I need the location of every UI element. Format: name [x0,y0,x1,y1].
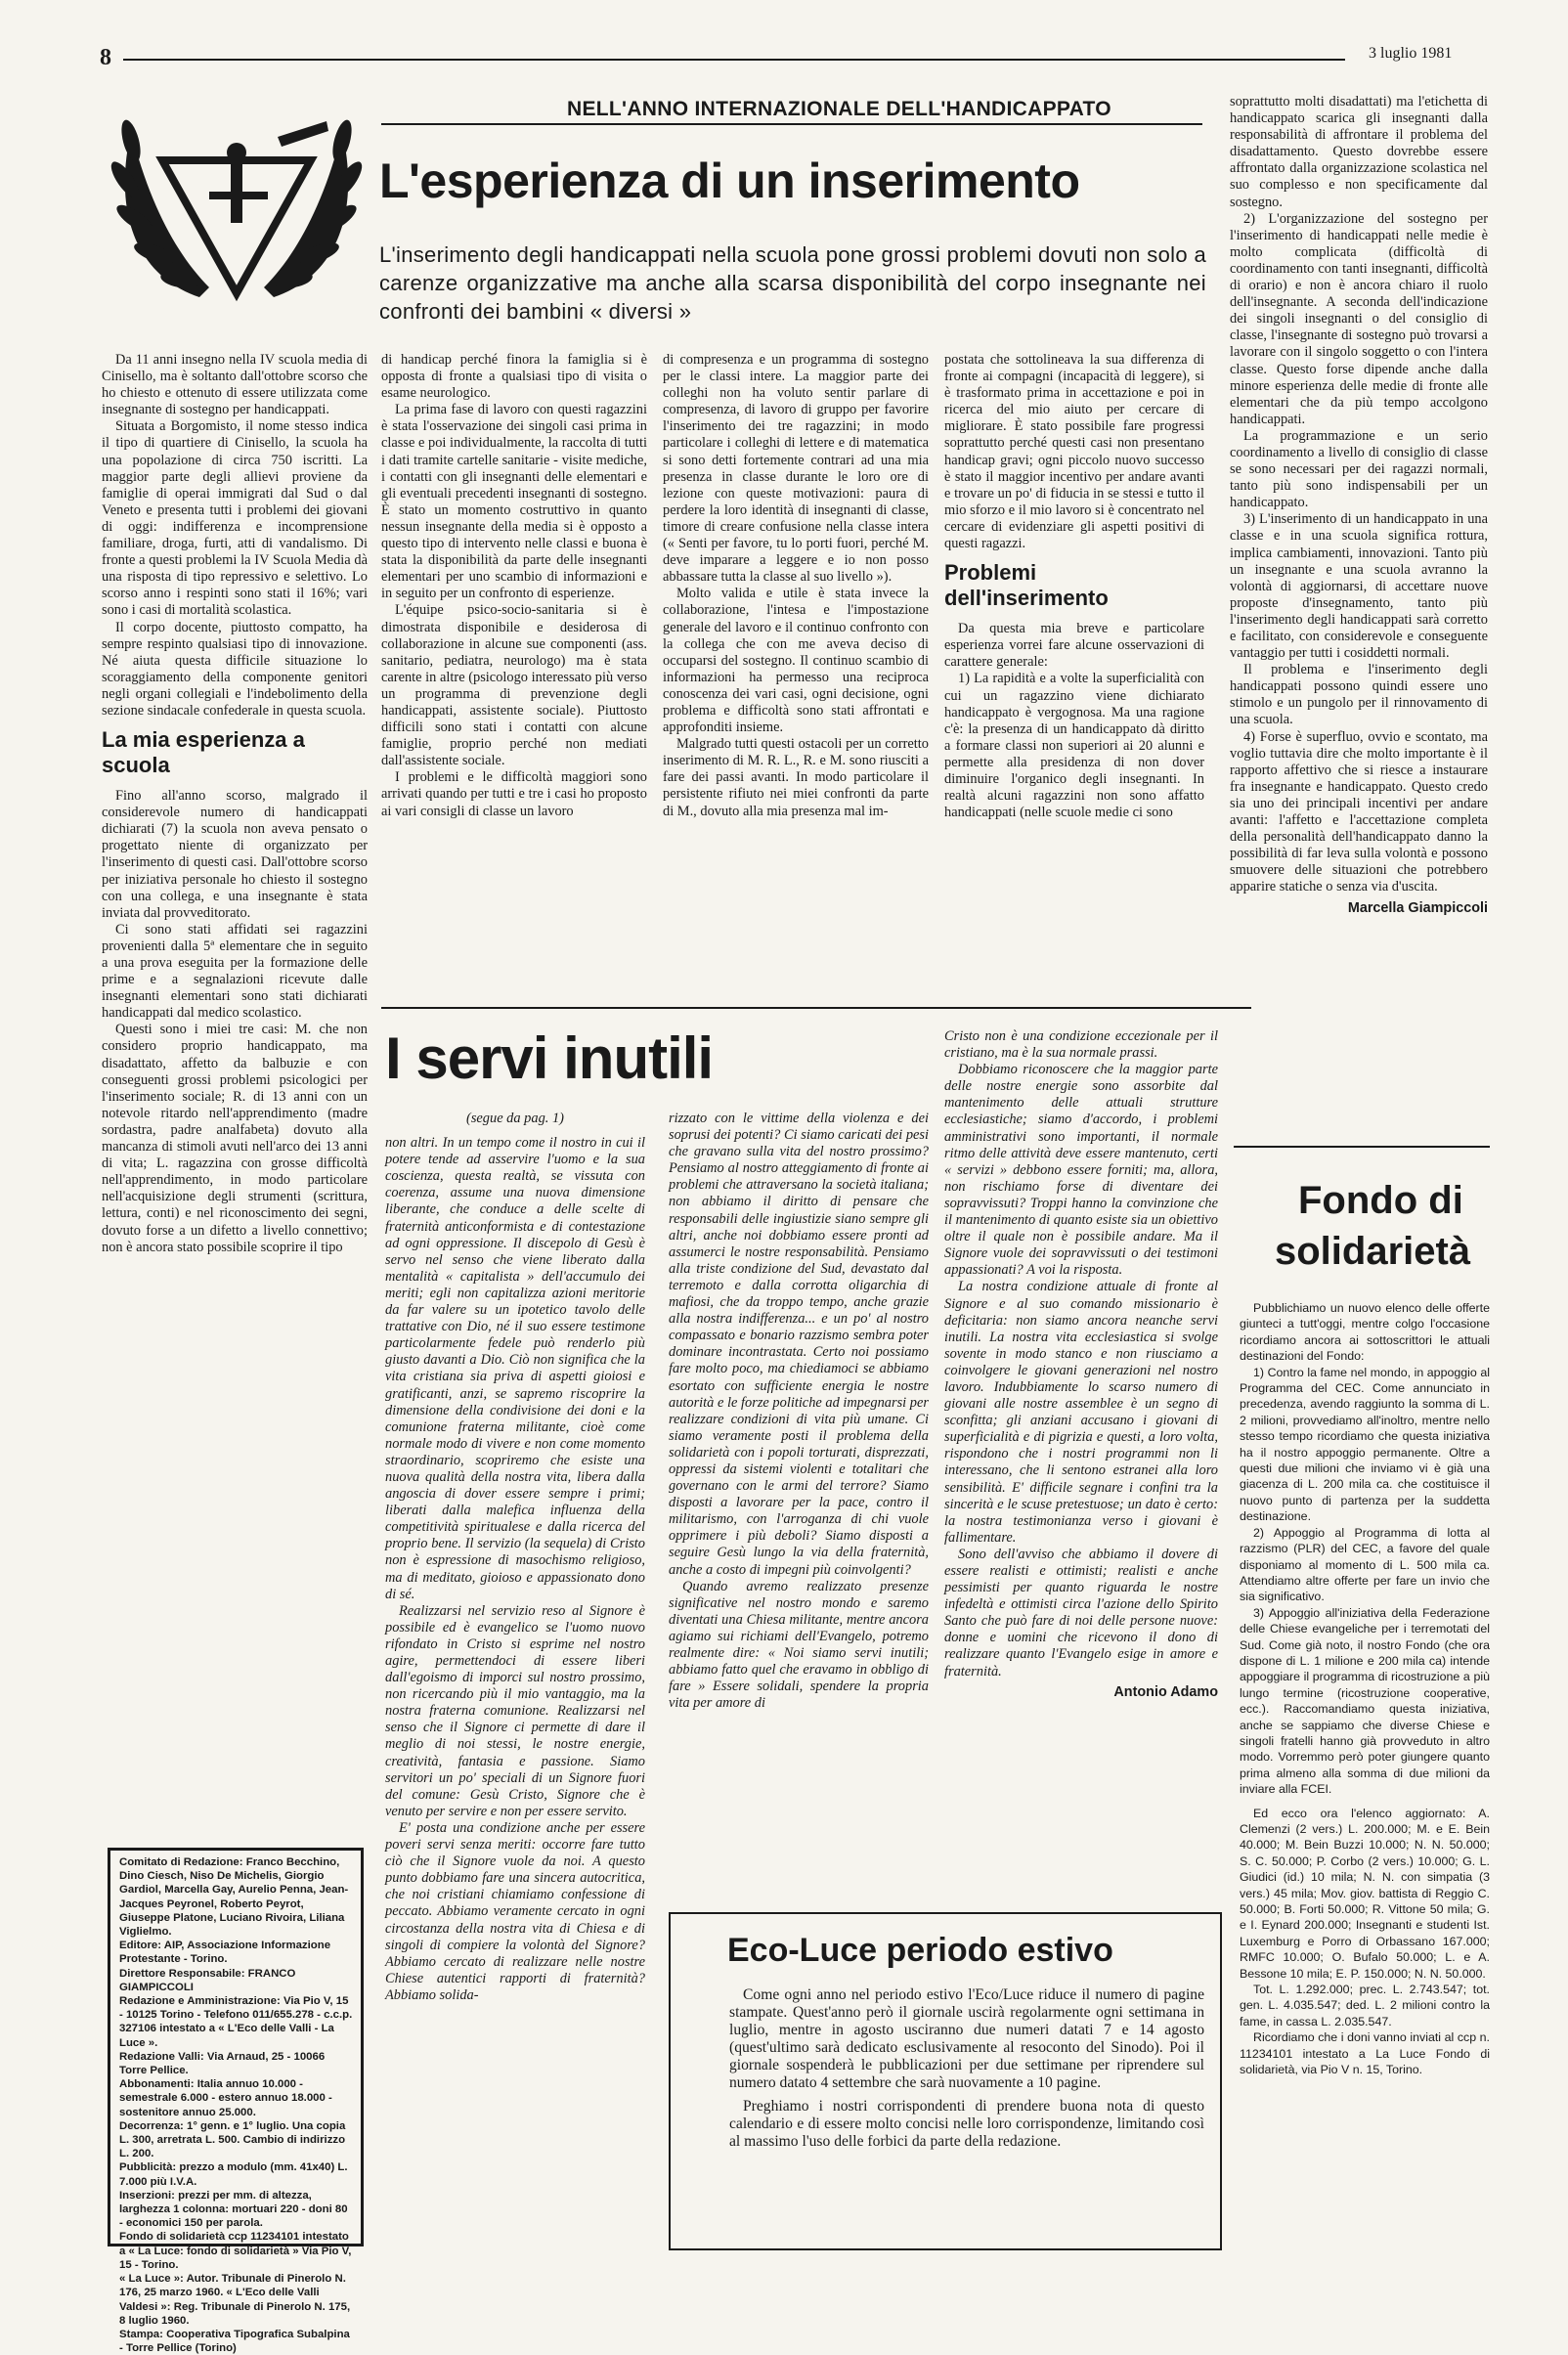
paragraph: non altri. In un tempo come il nostro in cui il potere tende ad asservire l'uomo e la sua coscienza, questa realtà, se vissuta con coerenza, assume una nuova dimensione liberante, che conduce a delle scelte di fraternità anticonformista e di contestazione ad ogni oppressione. Il discepolo di Gesù è servo nel senso che viene liberato dalla mentalità « capitalista » dell'accumulo dei meriti; egli non capitalizza azioni meritorie da far valere su un ipotetico tavolo delle trattative con Dio, né il suo essere testimone particolarmente fedele può renderlo più giusto davanti a Dio. Ciò non significa che la vita cristiana sia priva di aspetti gioiosi e gratificanti, anzi, se sapremo riscoprire la dimensione della condivisione dei doni e la comunione fraterna militante, cioè come normale modo di vivere e non come momento straordinario, scopriremo che esiste una nuova qualità della nostra vita, libera dalla angoscia di dover essere sempre i primi; liberati dalla malefica influenza della competitività spiritualese e dalla ricerca del proprio bene. Il servizio (la sequela) di Cristo non è espressione di masochismo religioso, ma di meditato, gioioso e appassionato dono di sé. [385,1135,645,1602]
paragraph: Il corpo docente, piuttosto compatto, ha sempre respinto qualsiasi tipo di innovazione. Né aiuta questa difficile situazione lo scoraggiamento della componente genitori negli organi collegiali e l'indebolimento della sezione sindacale confederale in questa scuola. [102,619,368,719]
article1-column-5 [1230,94,1488,1116]
paragraph: E' posta una condizione anche per essere poveri servi senza meriti: occorre fare tutto ciò che il Signore vuole da noi. A questo punto dobbiamo fare una sincera autocritica, che noi cristiani chiamiamo confessione di peccato. Abbiamo veramente cercato in ogni circostanza della nostra vita di Chiesa e di singoli di compiere la volontà del Signore? Abbiamo cercato di realizzare nelle nostre Chiese autentici rapporti di fraternità? Abbiamo solida- [385,1819,645,2003]
article2-column-1 [385,1111,645,2260]
paragraph: 1) La rapidità e a volte la superficialità con cui un ragazzino viene dichiarato handicappato è vergognosa. Ma una ragione c'è: la presenza di un handicappato dà diritto a formare classi non superiori ai 20 alunni e permette alla presidenza di non dover diminuire l'organico degli insegnanti. In realtà alcuni ragazzini non sono affatto handicappati (nelle scuole medie ci sono [944,671,1204,821]
paragraph: La programmazione e un serio coordinamento a livello di consiglio di classe se sono necessari per dei ragazzi normali, tanto più sono indispensabili per un handicappato. [1230,427,1488,511]
paragraph: Dobbiamo riconoscere che la maggior parte delle nostre energie sono assorbite dal mantenimento delle attuali strutture ecclesiastiche; siamo d'accordo, i problemi amministrativi sono importanti, il normale ritmo delle attività deve essere mantenuto, certi « servizi » debbono essere forniti; ma, allora, non rischiamo forse di diventare dei sopravvissuti? Troppi hanno la convinzione che il mantenimento di quanto esiste sia un obiettivo oltre il quale non è possibile andare. Ma il Signore vuole dei sopravvissuti o dei testimoni appassionati? A voi la risposta. [944,1062,1218,1279]
masthead-line: Direttore Responsabile: FRANCO GIAMPICCOLI [119,1967,296,1993]
subheading: La mia esperienza a scuola [102,727,305,778]
article1-column-1 [102,352,368,1838]
paragraph: di handicap perché finora la famiglia si è opposta di fronte a qualsiasi tipo di visita o esame neurologico. [381,352,647,402]
laurel-emblem-icon [102,102,371,315]
article2-column-2 [669,1111,929,1898]
masthead-line: Comitato di Redazione: Franco Becchino, Dino Ciesch, Niso De Michelis, Giorgio Gardiol, Marcella Gay, Aurelio Penna, Jean-Jacques Peyronel, Roberto Peyrot, Giuseppe Platone, Luciano Rivoira, Liliana Viglielmo. [119,1856,349,1939]
paragraph: Ed ecco ora l'elenco aggiornato: A. Clemenzi (2 vers.) L. 200.000; M. e E. Bein 40.000; M. Bein Buzzi 10.000; N. N. 50.000; S. C. 50.000; P. Corbo (2 vers.) 10.000; G. L. Giudici (id.) 10 mila; N. N. con simpatia (3 vers.) 45 mila; Mov. giov. battista di Reggio C. 50.000; B. Forti 50.000; R. Vittone 50 mila; G. e I. Eynard 200.000; Insegnanti e studenti Ist. Luxemburg e Porro di Orbassano 167.000; RMFC 10.000; O. Bufalo 50.000; L. e A. Bessone 10 mila; E. P. 150.000; N. N. 50.000. [1240,1806,1490,1981]
article4-body [1240,1300,1490,2248]
paragraph: soprattutto molti disadattati) ma l'etichetta di handicappato scarica gli insegnanti dalla responsabilità di affrontare il problema del disadattamento. Questo dovrebbe essere affrontato dalla organizzazione scolastica nel suo complesso e non specificamente dal sostegno. [1230,94,1488,210]
paragraph: 3) Appoggio all'iniziativa della Federazione delle Chiese evangeliche per i terremotati del Sud. Come già noto, il nostro Fondo (che ora dispone di L. 1 milione e 200 mila ca) intende appoggiare il programma di ricostruzione a più lungo termine (ricostruzione cooperative, ecc.). Raccomandiamo questa iniziativa, anche se sappiamo che diverse Chiese e singoli fratelli hanno già provveduto in altro modo. Vorremmo però poter giungere quanto prima almeno alla somma di due milioni da inviare alla FCEI. [1240,1605,1490,1797]
paragraph: rizzato con le vittime della violenza e dei soprusi dei potenti? Ci siamo caricati dei pesi che gravano sulla vita del nostro prossimo? Pensiamo al nostro atteggiamento di fronte ai problemi che attraversano la società italiana; non abbiamo il diritto di pensare che responsabili delle ingiustizie siano sempre gli altri, anche noi dobbiamo essere pronti ad assumerci le nostre responsabilità. Pensiamo alla triste condizione del Sud, devastato dal terremoto e dalla corrotta oligarchia di mafiosi, che da troppo tempo, anche grazie alla nostra indifferenza... e un po' al nostro compassato e bonario razzismo sembra poter dominare incontrastata. Certo noi possiamo fare molto poco, ma chiediamoci se abbiamo esortato con sufficiente energia le nostre autorità e le forze politiche ad impegnarsi per realizzare condizioni di vita più umane. Ci siamo veramente posti il problema della solidarietà con i popoli torturati, disprezzati, oppressi da sistemi violenti e totalitari che governano con le armi del terrore? Siamo disposti a lavorare per la pace, contro il militarismo, con l'arroganza di chi vuole opprimere i più deboli? Siamo disposti a seguire Gesù lungo la via della fraternità, anche a costo di impegni più coinvolgenti? [669,1111,929,1578]
paragraph: Il problema e l'inserimento degli handicappati possono quindi essere uno stimolo e un pungolo per il rinnovamento di una scuola. [1230,662,1488,728]
paragraph: I problemi e le difficoltà maggiori sono arrivati quando per tutti e tre i casi ho proposto ai vari consigli di classe un lavoro [381,769,647,819]
paragraph: Fino all'anno scorso, malgrado il considerevole numero di handicappati dichiarati (7) la scuola non aveva pensato o progettato niente di organizzato per l'inserimento di questi casi. Dall'ottobre scorso per iniziativa personale ho chiesto il sostegno con una collega, e una insegnante è stata inviata dal provveditorato. [102,788,368,921]
paragraph: La nostra condizione attuale di fronte al Signore e al suo comando missionario è deficitaria: non siamo ancora neanche servi inutili. La nostra vita ecclesiastica si svolge sovente in modo stanco e non riusciamo a coinvolgere le giovani generazioni nel nostro lavoro. Indubbiamente lo scarso numero di giovani alle nostre assemblee è un segno di sconfitta; gli anziani accusano i giovani di superficialità e di pigrizia e questi, a loro volta, rispondono che i nostri programmi non li interessano, che li sentono estranei alla loro sensibilità. E' difficile segnare i confini tra la sincerità e le scuse pretestuose; un dato è certo: la nostra testimonianza verso i giovani è fallimentare. [944,1279,1218,1546]
masthead-line: Stampa: Cooperativa Tipografica Subalpina - Torre Pellice (Torino) [119,2328,350,2355]
article-deck: L'inserimento degli handicappati nella scuola pone grossi problemi dovuti non solo a carenze organizzative ma anche alla scarsa disponibilità del corpo insegnante nei confronti dei bambini « diversi » [379,242,1206,324]
paragraph: Cristo non è una condizione eccezionale per il cristiano, ma è la sua normale prassi. [944,1028,1218,1062]
paragraph: Pubblichiamo un nuovo elenco delle offerte giunteci a tutt'oggi, mentre colgo l'occasione ricordiamo ancora ai sottoscrittori le attuali destinazioni del Fondo: [1240,1301,1490,1364]
section-rule [381,1007,1251,1009]
paragraph: Ricordiamo che i doni vanno inviati al ccp n. 11234101 intestato a La Luce Fondo di solidarietà, via Pio V n. 15, Torino. [1240,2030,1490,2077]
paragraph: Ci sono stati affidati sei ragazzini provenienti dalla 5ª elementare che in seguito a una prova eseguita per la formazione delle prime e a segnalazioni ricevute dalle insegnanti elementari sono stati dichiarati handicappati dal medico scolastico. [102,921,368,1022]
header-rule [123,59,1345,61]
kicker-rule [381,123,1202,125]
masthead-line: « La Luce »: Autor. Tribunale di Pinerolo N. 176, 25 marzo 1960. « L'Eco delle Valli Valdesi »: Reg. Tribunale di Pinerolo N. 175, 8 luglio 1960. [119,2273,351,2327]
paragraph: Questi sono i miei tre casi: M. che non considero proprio handicappato, ma disadattato, affetto da balbuzie e con conseguenti grossi problemi psicologici per l'inserimento sociale; R. di 13 anni con un notevole ritardo nell'apprendimento (madre sordastra, padre analfabeta) dovuto alla mancanza di stimoli avuti nell'arco dei 13 anni di vita; L. ragazzina con grosse difficoltà nell'apprendimento, in modo particolare nell'acquisizione degli strumenti (scrittura, lettura, conti) e nel riconoscimento dei segni, dovuto forse a un difetto a livello connettivo; non è ancora stato possibile scoprire il tipo [102,1022,368,1255]
paragraph: 2) Appoggio al Programma di lotta al razzismo (PLR) del CEC, a favore del quale disponiamo al momento di L. 500 mila ca. Attendiamo altre offerte per fare un invio che sia significativo. [1240,1525,1490,1604]
article1-signature: Marcella Giampiccoli [1347,899,1488,916]
masthead-line: Redazione Valli: Via Arnaud, 25 - 10066 Torre Pellice. [119,2050,326,2077]
masthead-line: Abbonamenti: Italia annuo 10.000 - semestrale 6.000 - estero annuo 18.000 - sostenitore annuo 25.000. [119,2078,332,2118]
paragraph: 2) L'organizzazione del sostegno per l'inserimento di handicappati nelle medie è molto complicata (difficoltà di coordinamento con tanti insegnanti, difficoltà di orario) e non è ancora chiaro il ruolo dell'insegnante. A seconda dell'indicazione dei singoli insegnanti o del consiglio di classe, l'insegnante di sostegno può trovarsi a lavorare con il singolo soggetto o con l'intera classe. Questo forse dipende anche dalla minore esperienza delle medie di fronte alle elementari che da più tempo accolgono handicappati. [1230,210,1488,427]
article2-signature: Antonio Adamo [1113,1683,1218,1700]
article-kicker: NELL'ANNO INTERNAZIONALE DELL'HANDICAPPATO [567,98,1111,120]
masthead-line: Fondo di solidarietà ccp 11234101 intestato a « La Luce: fondo di solidarietà » Via Pio V, 15 - Torino. [119,2231,352,2271]
article1-column-4 [944,352,1204,985]
paragraph: La prima fase di lavoro con questi ragazzini è stata l'osservazione dei singoli casi prima in classe e poi individualmente, la raccolta di tutti i dati tramite cartelle sanitarie - visite mediche, i contatti con gli insegnanti delle elementari e gli eventuali precedenti insegnanti di sostegno. È stato un momento costruttivo in quanto nessun insegnante della media si è opposto a questo tipo di intervento nelle classi e buona è stata la disponibilità da parte delle insegnanti elementari per uno scambio di informazioni e in seguito per un confronto di esperienze. [381,402,647,602]
article1-column-3 [663,352,929,985]
paragraph: Malgrado tutti questi ostacoli per un corretto inserimento di M. R. L., R. e M. sono riusciti a fare dei passi avanti. In modo particolare il persistente rifiuto nei miei confronti da parte di M., dovuto alla mia presenza mal im- [663,736,929,819]
masthead-text [119,1855,354,2355]
paragraph: L'équipe psico-socio-sanitaria si è dimostrata disponibile e desiderosa di collaborazione in alcune sue componenti (ass. sanitario, pediatra, neurologo) ma è stata carente in altre (psicologo interessato più verso un programma di prevenzione degli handicappati, assistente sociale). Piuttosto difficili sono stati i contatti con alcune famiglie, proprio perché non mediati dall'assistente sociale. [381,602,647,769]
article-title: L'esperienza di un inserimento [379,153,1080,208]
paragraph: 4) Forse è superfluo, ovvio e scontato, ma voglio tuttavia dire che molto importante è il rapporto affettivo che si riesce a instaurare fra insegnante e handicappato. Questo credo sia uno dei principali incentivi per andare avanti: l'affetto e l'accettazione completa della personalità dell'handicappato danno la possibilità di far leva sulla volontà e possono smuovere delle situazioni che potrebbero apparire statiche o senza via d'uscita. [1230,728,1488,895]
paragraph: Situata a Borgomisto, il nome stesso indica il tipo di quartiere di Cinisello, la scuola ha una popolazione di circa 750 iscritti. La maggior parte degli allievi proviene da famiglie di operai immigrati dal Sud o dal Veneto e presenta tutti i problemi dei giovani di oggi: indifferenza e incomprensione familiare, droga, furti, atti di vandalismo. Di fronte a questi problemi la IV Scuola Media dà una risposta di tipo repressivo e selettivo. Lo scorso anno i respinti sono stati il 16%; vari sono i casi di mortalità scolastica. [102,418,368,619]
paragraph: Tot. L. 1.292.000; prec. L. 2.743.547; tot. gen. L. 4.035.547; ded. L. 2 milioni contro la fame, in cassa L. 2.035.547. [1240,1983,1490,2028]
article1-column-2 [381,352,647,985]
masthead-line: Redazione e Amministrazione: Via Pio V, 15 - 10125 Torino - Telefono 011/655.278 - c.c.p. 327106 intestato a « L'Eco delle Valli - La Luce ». [119,1995,353,2049]
article3-title: Eco-Luce periodo estivo [727,1932,1113,1969]
masthead-line: Pubblicità: prezzo a modulo (mm. 41x40) L. 7.000 più I.V.A. [119,2161,348,2188]
paragraph: Sono dell'avviso che abbiamo il dovere di essere realisti e ottimisti; realisti e anche pessimisti per quanto riguarda le nostre infedeltà e ottimisti circa l'azione dello Spirito Santo che può fare di noi delle persone nuove: donne e uomini che ricevono il dono di realizzare quanto l'Evangelo esige in amore e fraternità. [944,1546,1218,1679]
paragraph: Molto valida e utile è stata invece la collaborazione, l'intesa e l'impostazione generale del lavoro e il continuo confronto con la collega che con me aveva deciso di occuparsi del sostegno. Il continuo scambio di informazioni ha permesso una reciproca conoscenza dei vari casi, ogni decisione, ogni problema e difficoltà sono stati affrontati e approfonditi insieme. [663,586,929,736]
continued-note: (segue da pag. 1) [466,1111,564,1126]
handicap-year-logo [102,102,371,315]
paragraph: Preghiamo i nostri corrispondenti di prendere buona nota di questo calendario e di essere molto concisi nelle loro corrispondenze, limitando così al massimo l'uso delle forbici da parte della redazione. [729,2098,1204,2150]
paragraph: di compresenza e un programma di sostegno per le classi intere. La maggior parte dei colleghi non ha voluto sentir parlare di compresenza, di lavoro di gruppo per favorire l'inserimento dei tre ragazzini; in modo particolare i colleghi di lettere e di matematica si sono detti fortemente contrari ad una mia presenza in classe durante le loro ore di lezione con queste motivazioni: paura di perdere la loro identità di insegnanti di classe, timore di creare confusione nella classe intera (« Senti per favore, tu lo porti fuori, perché M. deve imparare a leggere e io non posso abbassare tutta la classe al suo livello »). [663,352,929,586]
paragraph: Da 11 anni insegno nella IV scuola media di Cinisello, ma è soltanto dall'ottobre scorso che ho chiesto e ottenuto di essere utilizzata come insegnante di sostegno per handicappati. [102,352,368,418]
masthead-line: Inserzioni: prezzi per mm. di altezza, larghezza 1 colonna: mortuari 220 - doni 80 - economici 150 per parola. [119,2189,348,2230]
paragraph: Quando avremo realizzato presenze significative nel nostro mondo e saremo diventati una Chiesa militante, mentre ancora agiamo sui richiami dell'Evangelo, potremo realmente dire: « Noi siamo servi inutili; abbiamo fatto quel che eravamo in obbligo di fare » Essere solidali, spendere la propria vita per amore di [669,1578,929,1712]
masthead-line: Editore: AIP, Associazione Informazione Protestante - Torino. [119,1940,331,1966]
article4-title-line-2: solidarietà [1275,1230,1471,1273]
article2-column-3 [944,1028,1218,1898]
paragraph: postata che sottolineava la sua differenza di fronte ai compagni (incapacità di leggere), si è trasformato prima in accettazione e poi in ricerca del mio aiuto per cercare di migliorare. È stato possibile fare progressi soprattutto perché questi casi non presentano handicap gravi; ogni piccolo nuovo successo è stato il maggior incentivo per andare avanti e trovare un po' di fiducia in se stessi e tutto il mio sforzo e il mio lavoro si è concentrato nel cercare di evidenziare gli aspetti positivi di questi ragazzi. [944,352,1204,552]
paragraph: Come ogni anno nel periodo estivo l'Eco/Luce riduce il numero di pagine stampate. Quest'anno però il giornale uscirà regolarmente ogni settimana in luglio, mentre in agosto usciranno due numeri datati 7 e 14 agosto (quest'ultimo sarà dedicato esclusivamente al resoconto del Sinodo). Poi il giornale sospenderà le pubblicazioni per due settimane per riprendere sul numero datato 4 settembre che sarà nuovamente a 10 pagine. [729,1986,1204,2091]
right-column-rule [1234,1146,1490,1148]
article3-body [729,1986,1204,2243]
article4-title-line-1: Fondo di [1298,1179,1463,1222]
paragraph: Da questa mia breve e particolare esperienza vorrei fare alcune osservazioni di carattere generale: [944,621,1204,671]
paragraph: 1) Contro la fame nel mondo, in appoggio al Programma del CEC. Come annunciato in precedenza, avendo raggiunto la somma di L. 2 milioni, provvediamo all'inoltro, mentre nello stesso tempo ricordiamo che questa iniziativa ha il nostro appoggio permanente. Oltre a questi due milioni che inviamo vi è già una giacenza di L. 200 mila ca. che costituisce il nuovo punto di partenza per la suddetta destinazione. [1240,1365,1490,1524]
paragraph: Realizzarsi nel servizio reso al Signore è possibile ed è evangelico se l'uomo nuovo rifondato in Cristo si esprime nel nostro agire, permettendoci di essere liberi dall'egoismo di imporci sul nostro prossimo, non ricercando più il mio vantaggio, ma la nostra fraterna comunione. Realizzarsi nel senso che il Signore ci permette di dare il meglio di noi stessi, le nostre energie, creatività, fantasia e passione. Siamo servitori un po' speciali di un Signore fuori del comune: Gesù Cristo, Signore che è venuto per servire e non per essere servito. [385,1602,645,1819]
paragraph: 3) L'inserimento di un handicappato in una classe e in una scuola significa rottura, implica cambiamenti, innovazioni. Tanto più un insegnante e una scuola avranno la volontà di aggiornarsi, di accettare nuove proposte d'insegnamento, tanto più l'inserimento degli handicappati sarà corretto e facilitato, con considerevole e conseguente vantaggio per tutti i cosiddetti normali. [1230,511,1488,662]
article2-title: I servi inutili [385,1025,714,1091]
masthead-line: Decorrenza: 1° genn. e 1° luglio. Una copia L. 300, arretrata L. 500. Cambio di indirizzo L. 200. [119,2119,346,2160]
page-date: 3 luglio 1981 [1369,45,1453,62]
subheading: Problemi dell'inserimento [944,560,1109,611]
page-number: 8 [100,45,111,70]
